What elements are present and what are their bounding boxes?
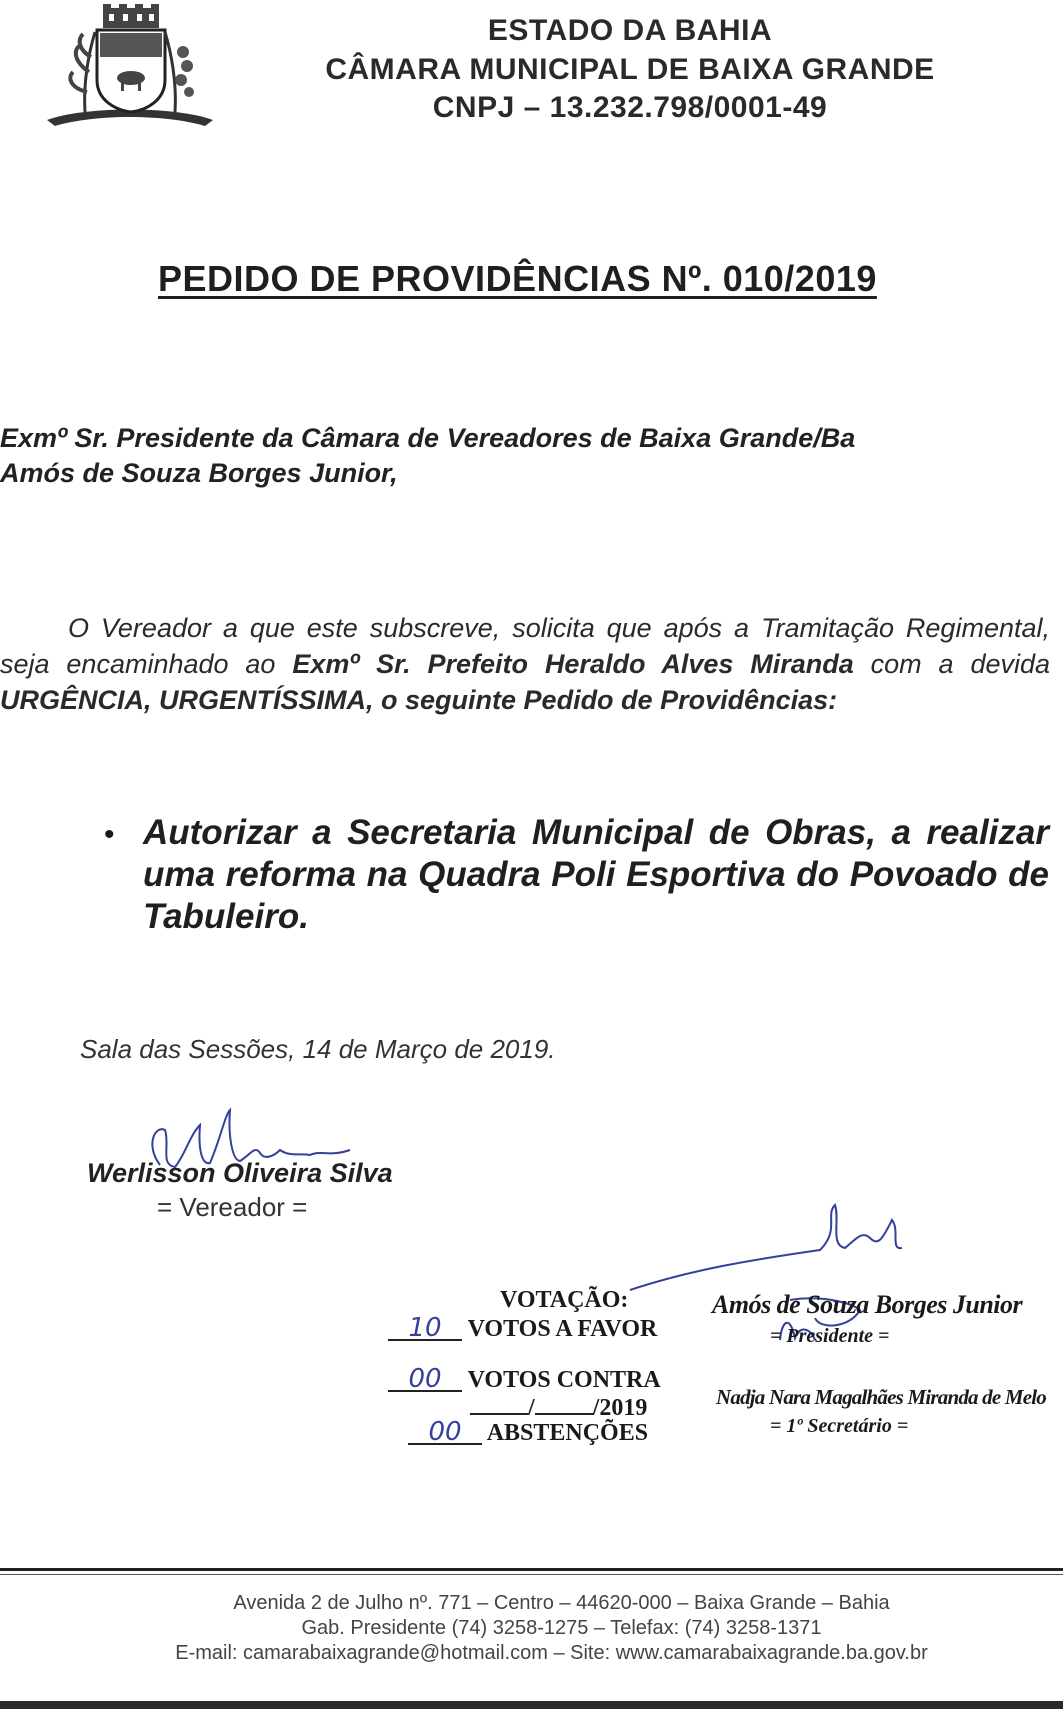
- bullet-icon: •: [104, 818, 115, 851]
- header-chamber: CÂMARA MUNICIPAL DE BAIXA GRANDE: [325, 53, 935, 86]
- secretary-name: Nadja Nara Magalhães Miranda de Melo: [716, 1385, 1046, 1409]
- abstentions-count: 00: [408, 1421, 482, 1445]
- addressee-line-1: Exmº Sr. Presidente da Câmara de Vereadores de Baixa Grande/Ba: [0, 423, 856, 453]
- scan-edge: [0, 1701, 1063, 1709]
- body-ending: o seguinte Pedido de Providências:: [373, 685, 838, 715]
- president-name: Amós de Souza Borges Junior: [712, 1290, 1023, 1319]
- footer-rule-thin: [0, 1574, 1063, 1575]
- votes-favor-count: 10: [388, 1317, 462, 1341]
- votes-favor-label: VOTOS A FAVOR: [467, 1316, 658, 1342]
- abstentions-row: [408, 1417, 649, 1447]
- header-state: ESTADO DA BAHIA: [487, 14, 773, 47]
- secretary-role: = 1º Secretário =: [770, 1415, 909, 1437]
- votes-against-count: 00: [388, 1368, 462, 1392]
- abstentions-label: ABSTENÇÕES: [486, 1420, 649, 1446]
- voting-title: VOTAÇÃO:: [500, 1287, 629, 1313]
- session-dateline: Sala das Sessões, 14 de Março de 2019.: [80, 1034, 556, 1064]
- request-item: Autorizar a Secretaria Municipal de Obras, a realizar uma reforma na Quadra Poli Esportiva do Povoado de Tabuleiro.: [143, 813, 1049, 936]
- votes-against-label: VOTOS CONTRA: [467, 1367, 661, 1393]
- body-urgency: URGÊNCIA, URGENTÍSSIMA,: [0, 685, 374, 715]
- body-addressee: Exmº Sr. Prefeito Heraldo Alves Miranda: [292, 649, 854, 679]
- request-paragraph: [0, 610, 1050, 718]
- body-intro: O Vereador a que este subscreve, solicita que após a Tramitação Regimental, seja encaminhado ao: [0, 613, 1050, 679]
- councillor-name: Werlisson Oliveira Silva: [87, 1158, 393, 1188]
- body-middle: com a devida: [853, 649, 1051, 679]
- footer-address: Avenida 2 de Julho nº. 771 – Centro – 44620-000 – Baixa Grande – Bahia: [233, 1592, 890, 1614]
- voting-date-row: [470, 1395, 647, 1422]
- councillor-role: = Vereador =: [157, 1192, 308, 1222]
- footer-phones: Gab. Presidente (74) 3258-1275 – Telefax: (74) 3258-1371: [301, 1617, 822, 1639]
- president-role: = Presidente =: [770, 1325, 890, 1347]
- municipal-coat-of-arms: [45, 2, 215, 130]
- footer-contact: E-mail: camarabaixagrande@hotmail.com – Site: www.camarabaixagrande.ba.gov.br: [175, 1642, 928, 1664]
- document-title: PEDIDO DE PROVIDÊNCIAS Nº. 010/2019: [158, 258, 877, 299]
- footer-rule: [0, 1568, 1063, 1571]
- voting-date-separator: /: [528, 1395, 535, 1421]
- voting-date: /2019: [592, 1395, 648, 1421]
- addressee-line-2: Amós de Souza Borges Junior,: [0, 458, 398, 488]
- header-cnpj: CNPJ – 13.232.798/0001-49: [432, 91, 828, 124]
- votes-against-row: [388, 1364, 661, 1394]
